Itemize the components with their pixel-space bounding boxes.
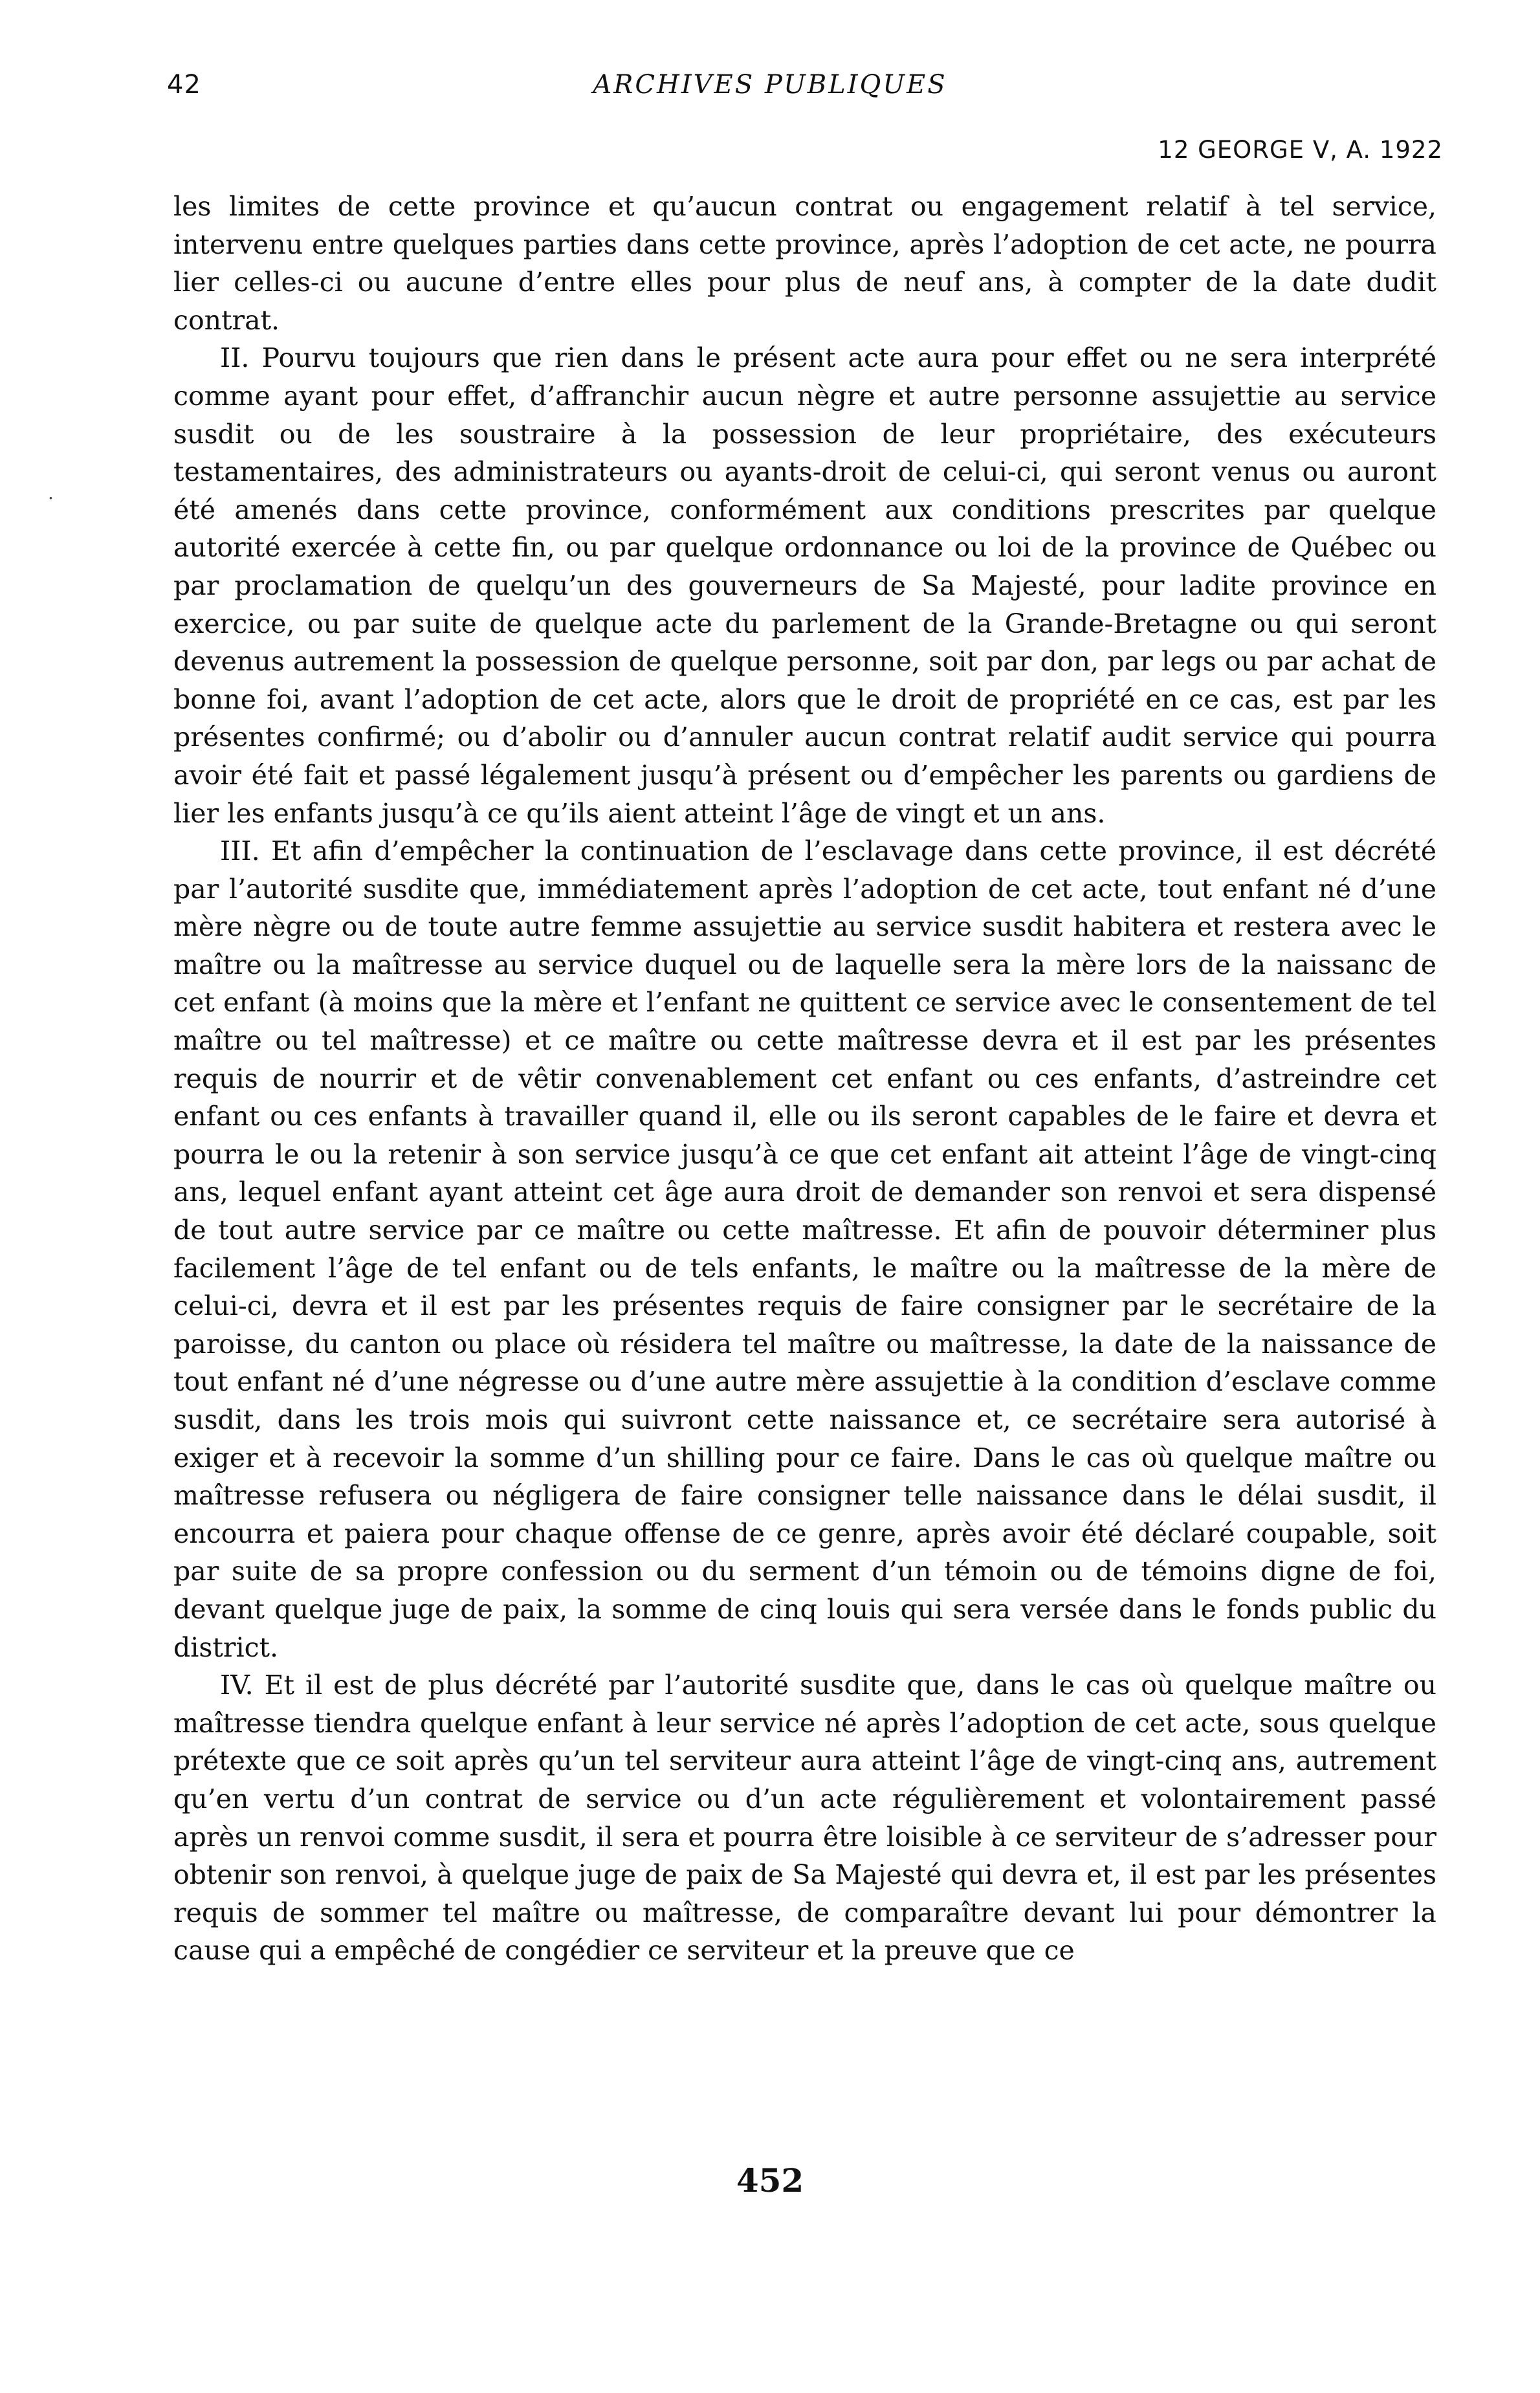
page-number: 42 [167,70,201,100]
paragraph-continuation: les limites de cette province et qu’aucun contrat ou engagement relatif à tel service, intervenu entre quelques parties dans cette province, après l’adoption de cet acte, ne pourra lier celles-ci ou aucune d’entre elles pour plus de neuf ans, à compter de la date dudit contrat. [173,191,1436,336]
folio-number: 452 [736,2161,804,2200]
page-header [0,0,1540,129]
paragraph-article-ii: II. Pourvu toujours que rien dans le présent acte aura pour effet ou ne sera interprété comme ayant pour effet, d’affranchir aucun nègre et autre personne assujettie au service susdit ou de les soustraire à la possession de leur propriétaire, des exécuteurs testamentaires, des administrateurs ou ayants-droit de celui-ci, qui seront venus ou auront été amenés dans cette province, conformément aux conditions prescrites par quelque autorité exercée à cette fin, ou par quelque ordonnance ou loi de la province de Québec ou par proclamation de quelqu’un des gouverneurs de Sa Majesté, pour ladite province en exercice, ou par suite de quelque acte du parlement de la Grande-Bretagne ou qui seront devenus autrement la possession de quelque personne, soit par don, par legs ou par achat de bonne foi, avant l’adoption de cet acte, alors que le droit de propriété en ce cas, est par les présentes confirmé; ou d’abolir ou d’annuler aucun contrat relatif audit service qui pourra avoir été fait et passé légalement jusqu’à présent ou d’empêcher les parents ou gardiens de lier les enfants jusqu’à ce qu’ils aient atteint l’âge de vingt et un ans. [173,342,1436,829]
session-reference: 12 GEORGE V, A. 1922 [1158,136,1443,164]
paragraph-article-iv: IV. Et il est de plus décrété par l’autorité susdite que, dans le cas où quelque maître ou maîtresse tiendra quelque enfant à leur service né après l’adoption de cet acte, sous quelque prétexte que ce soit après qu’un tel serviteur aura atteint l’âge de vingt-cinq ans, autrement qu’en vertu d’un contrat de service ou d’un acte régulièrement et volontairement passé après un renvoi comme susdit, il sera et pourra être loisible à ce serviteur de s’adresser pour obtenir son renvoi, à quelque juge de paix de Sa Majesté qui devra et, il est par les présentes requis de sommer tel maître ou maîtresse, de comparaître devant lui pour démontrer la cause qui a empêché de congédier ce serviteur et la preuve que ce [173,1670,1436,1967]
paragraph-article-iii: III. Et afin d’empêcher la continuation de l’esclavage dans cette province, il est décrété par l’autorité susdite que, immédiatement après l’adoption de cet acte, tout enfant né d’une mère nègre ou de toute autre femme assujettie au service susdit habitera et restera avec le maître ou la maîtresse au service duquel ou de laquelle sera la mère lors de la naissanc de cet enfant (à moins que la mère et l’enfant ne quittent ce service avec le consentement de tel maître ou tel maîtresse) et ce maître ou cette maîtresse devra et il est par les présentes requis de nourrir et de vêtir convenablement cet enfant ou ces enfants, d’astreindre cet enfant ou ces enfants à travailler quand il, elle ou ils seront capables de le faire et devra et pourra le ou la retenir à son service jusqu’à ce que cet enfant ait atteint l’âge de vingt-cinq ans, lequel enfant ayant atteint cet âge aura droit de demander son renvoi et sera dispensé de tout autre service par ce maître ou cette maîtresse. Et afin de pouvoir déterminer plus facilement l’âge de tel enfant ou de tels enfants, le maître ou la maîtresse de la mère de celui-ci, devra et il est par les présentes requis de faire consigner par le secrétaire de la paroisse, du canton ou place où résidera tel maître ou maîtresse, la date de la naissance de tout enfant né d’une négresse ou d’une autre mère assujettie à la condition d’esclave comme susdit, dans les trois mois qui suivront cette naissance et, ce secrétaire sera autorisé à exiger et à recevoir la somme d’un shilling pour ce faire. Dans le cas où quelque maître ou maîtresse refusera ou négligera de faire consigner telle naissance dans le délai susdit, il encourra et paiera pour chaque offense de ce genre, après avoir été déclaré coupable, soit par suite de sa propre confession ou du serment d’un témoin ou de témoins digne de foi, devant quelque juge de paix, la somme de cinq louis qui sera versée dans le fonds public du district. [173,835,1436,1663]
running-title: ARCHIVES PUBLIQUES [593,70,947,100]
margin-dot: . [48,482,54,503]
body-text [173,188,1436,1970]
